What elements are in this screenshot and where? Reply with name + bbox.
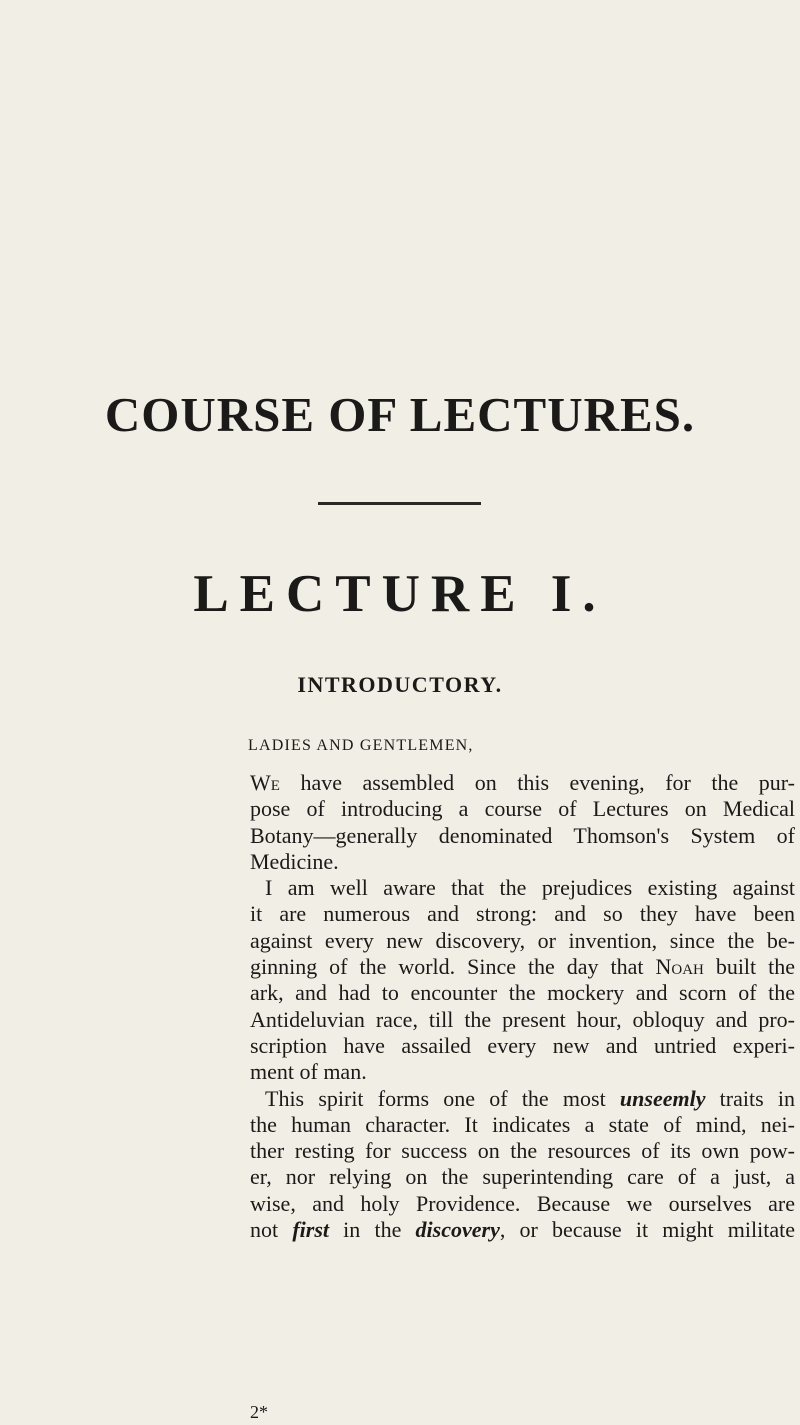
text-line: against every new discovery, or invention, since the be-	[250, 927, 795, 953]
salutation: LADIES AND GENTLEMEN,	[248, 737, 474, 754]
lecture-title: LECTURE I.	[193, 565, 607, 623]
text-line: Antideluvian race, till the present hour, obloquy and pro-	[250, 1006, 795, 1032]
text-line: the human character. It indicates a state of mind, nei-	[250, 1111, 795, 1137]
text-line: Medicine.	[250, 848, 339, 874]
text-line: I am well aware that the prejudices existing against	[265, 875, 795, 901]
text-line: er, nor relying on the superintending care of a just, a	[250, 1164, 795, 1190]
lecture-subtitle: INTRODUCTORY.	[297, 672, 503, 697]
text-line: Botany—generally denominated Thomson's System of	[250, 822, 795, 848]
text-line: pose of introducing a course of Lectures on Medical	[250, 796, 795, 822]
text-line: it are numerous and strong: and so they have been	[250, 901, 795, 927]
text-line: This spirit forms one of the most unseemly traits in	[265, 1085, 795, 1111]
text-line: wise, and holy Providence. Because we ourselves are	[250, 1190, 795, 1216]
text-line: not first in the discovery, or because it might militate	[250, 1217, 795, 1243]
text-line: ginning of the world. Since the day that Noah built the	[250, 954, 795, 980]
text-line: We have assembled on this evening, for the pur-	[250, 770, 795, 795]
text-line: ther resting for success on the resources of its own pow-	[250, 1138, 795, 1164]
text-line: scription have assailed every new and untried experi-	[250, 1032, 795, 1058]
title-divider	[318, 502, 481, 505]
course-title: COURSE OF LECTURES.	[104, 387, 696, 442]
body-text	[250, 770, 795, 1243]
text-line: ark, and had to encounter the mockery and scorn of the	[250, 980, 795, 1006]
signature-mark: 2*	[250, 1402, 268, 1422]
text-line: ment of man.	[250, 1059, 367, 1085]
